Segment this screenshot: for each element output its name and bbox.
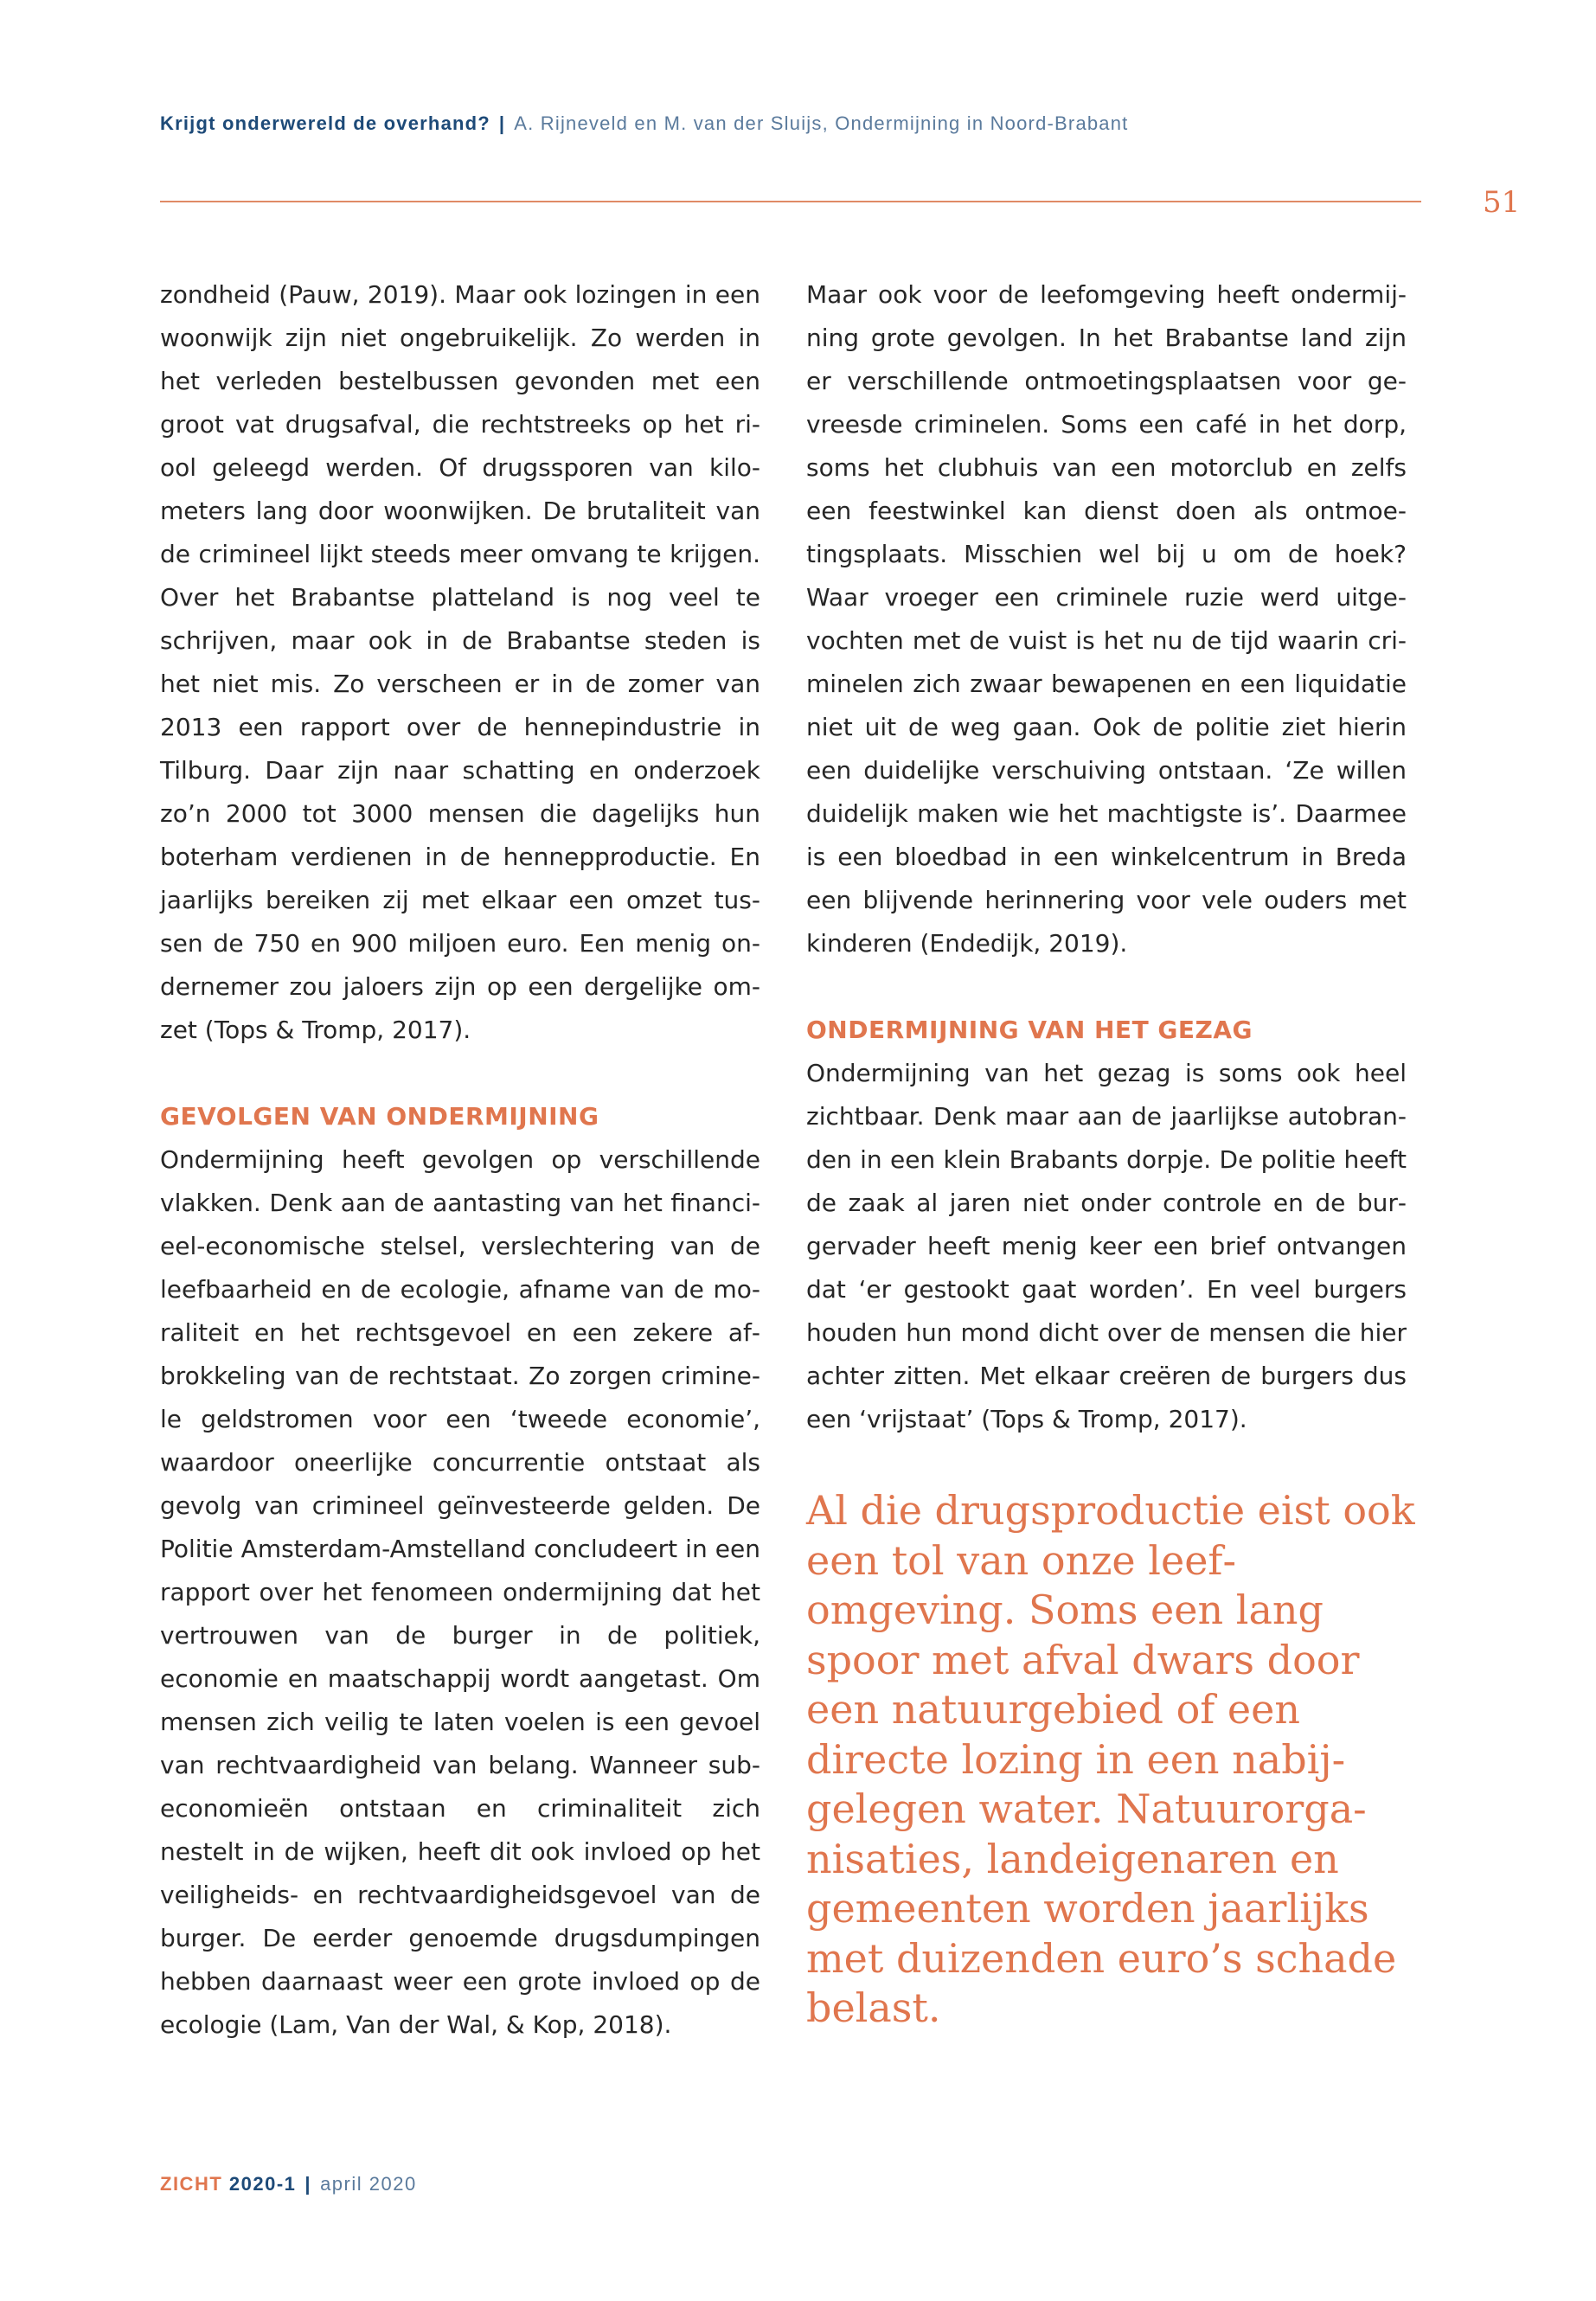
footer-issue: 2020-1	[228, 2173, 297, 2195]
header-title: Krijgt onderwereld de overhand?	[160, 112, 490, 134]
running-footer	[160, 2173, 417, 2195]
section-heading-gevolgen: GEVOLGEN VAN ONDERMIJNING	[160, 1102, 599, 1131]
right-paragraph-2: Ondermijning van het gezag is soms ook heel zichtbaar. Denk maar aan de jaarlijkse autobranden in een klein Brabants dorpje. De politie heeft de zaak al jaren niet onder controle en de burgervader heeft menig keer een brief ontvangen dat ‘er gestookt gaat worden’. En veel burgers houden hun mond dicht over de mensen die hier achter zitten. Met elkaar creëren de burgers dus een ‘vrijstaat’ (Tops & Tromp, 2017).	[806, 1059, 1407, 1433]
page-number: 51	[1483, 185, 1521, 220]
right-column	[806, 273, 1407, 1441]
footer-date: april 2020	[320, 2173, 417, 2195]
section-heading-gezag: ONDERMIJNING VAN HET GEZAG	[806, 1016, 1253, 1044]
running-header	[160, 112, 1129, 135]
right-paragraph-1: Maar ook voor de leefomgeving heeft ondermijning grote gevolgen. In het Brabantse land zijn er verschillende ontmoetingsplaatsen voor gevreesde criminelen. Soms een café in het dorp, soms het clubhuis van een motorclub en zelfs een feestwinkel kan dienst doen als ontmoetingsplaats. Misschien wel bij u om de hoek? Waar vroeger een criminele ruzie werd uitgevochten met de vuist is het nu de tijd waarin criminelen zich zwaar bewapenen en een liquidatie niet uit de weg gaan. Ook de politie ziet hierin een duidelijke verschuiving ontstaan. ‘Ze willen duidelijk maken wie het machtigste is’. Daarmee is een bloedbad in een winkelcentrum in Breda een blijvende herinnering voor vele ouders met kinderen (Endedijk, 2019).	[806, 280, 1407, 958]
header-separator: |	[498, 112, 506, 134]
left-paragraph-1: zondheid (Pauw, 2019). Maar ook lozingen in een woonwijk zijn niet ongebruikelijk. Zo werden in het verleden bestelbussen gevonden met een groot vat drugsafval, die rechtstreeks op het riool geleegd werden. Of drugssporen van kilometers lang door woonwijken. De brutaliteit van de crimineel lijkt steeds meer omvang te krijgen. Over het Brabantse platteland is nog veel te schrijven, maar ook in de Brabantse steden is het niet mis. Zo verscheen er in de zomer van 2013 een rapport over de hennepindustrie in Tilburg. Daar zijn naar schatting en onderzoek zo’n 2000 tot 3000 mensen die dagelijks hun boterham verdienen in de hennepproductie. En jaarlijks bereiken zij met elkaar een omzet tussen de 750 en 900 miljoen euro. Een menig ondernemer zou jaloers zijn op een dergelijke omzet (Tops & Tromp, 2017).	[160, 280, 760, 1044]
footer-brand: ZICHT	[160, 2173, 223, 2195]
left-column	[160, 273, 760, 2047]
header-authors: A. Rijneveld en M. van der Sluijs, Ondermijning in Noord-Brabant	[514, 112, 1129, 134]
left-paragraph-2: Ondermijning heeft gevolgen op verschillende vlakken. Denk aan de aantasting van het financieel-economische stelsel, verslechtering van de leefbaarheid en de ecologie, afname van de moraliteit en het rechtsgevoel en een zekere afbrokkeling van de rechtstaat. Zo zorgen criminele geldstromen voor een ‘tweede economie’, waardoor oneerlijke concurrentie ontstaat als gevolg van crimineel geïnvesteerde gelden. De Politie Amsterdam-Amstelland concludeert in een rapport over het fenomeen ondermijning dat het vertrouwen van de burger in de politiek, economie en maatschappij wordt aangetast. Om mensen zich veilig te laten voelen is een gevoel van rechtvaardigheid van belang. Wanneer sub-economieën ontstaan en criminaliteit zich nestelt in de wijken, heeft dit ook invloed op het veiligheids- en rechtvaardigheidsgevoel van de burger. De eerder genoemde drugsdumpingen hebben daarnaast weer een grote invloed op de ecologie (Lam, Van der Wal, & Kop, 2018).	[160, 1145, 760, 2039]
footer-separator: |	[304, 2173, 312, 2195]
header-rule	[160, 201, 1421, 202]
pull-quote: Al die drugsproductie eist ook een tol van onze leefomgeving. Soms een lang spoor met afval dwars door een natuurgebied of een directe lozing in een nabijgelegen water. Natuurorganisaties, landeigenaren en gemeenten worden jaarlijks met duizenden euro’s schade belast.	[806, 1487, 1415, 2031]
